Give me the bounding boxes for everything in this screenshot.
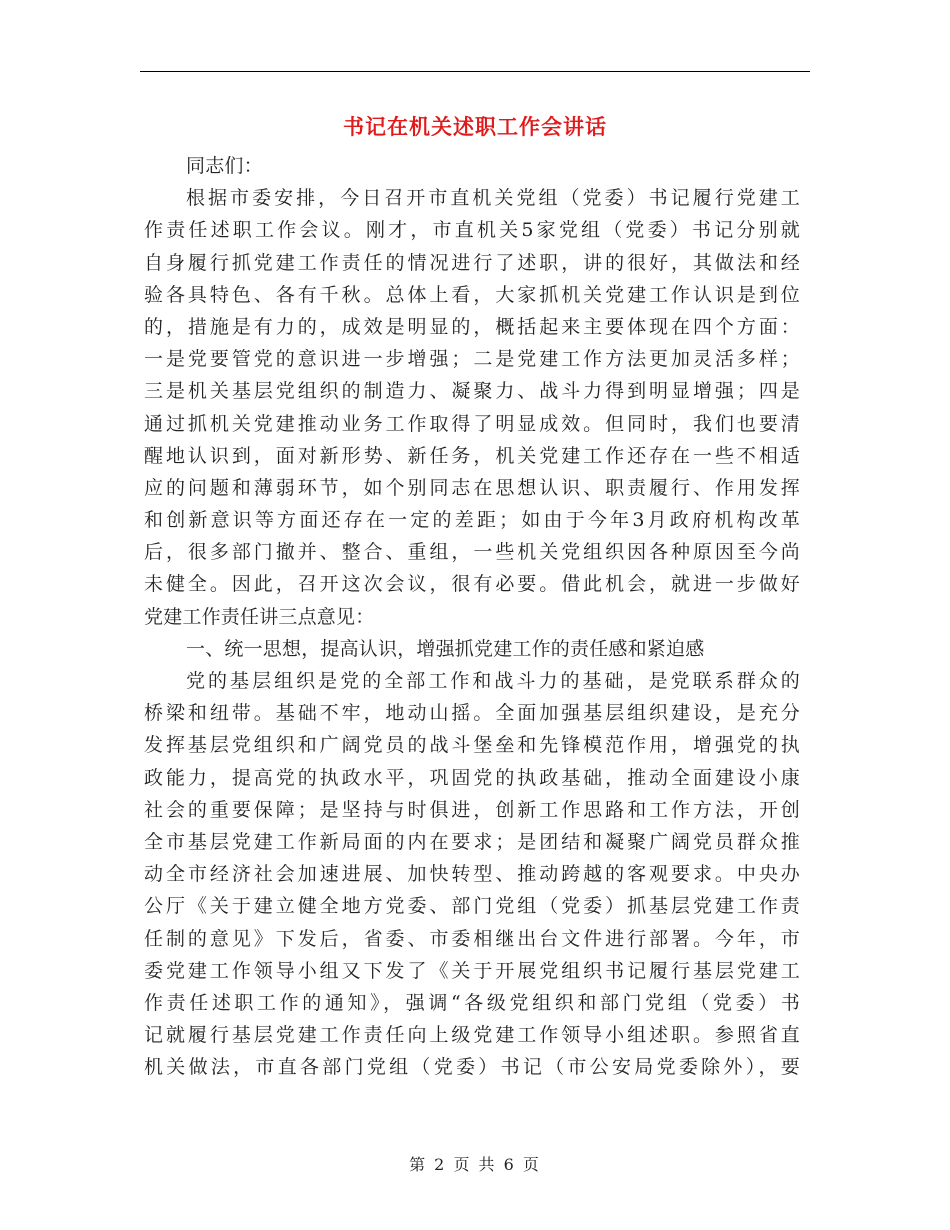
paragraph-line: 党建工作责任讲三点意见：: [144, 605, 375, 628]
paragraph-line: 作责任述职工作会议。刚才，市直机关5家党组（党委）书记分别就: [144, 219, 800, 242]
salutation: 同志们：: [186, 155, 263, 177]
paragraph-line: 三是机关基层党组织的制造力、凝聚力、战斗力得到明显增强；四是: [144, 380, 800, 403]
paragraph-line: 发挥基层党组织和广阔党员的战斗堡垒和先锋模范作用，增强党的执: [144, 734, 800, 757]
paragraph-line: 公厅《关于建立健全地方党委、部门党组（党委）抓基层党建工作责: [144, 895, 800, 918]
page-number: 第 2 页 共 6 页: [409, 1155, 541, 1174]
paragraph-line: 桥梁和纽带。基础不牢，地动山摇。全面加强基层组织建设，是充分: [144, 702, 800, 725]
paragraph-line: 和创新意识等方面还存在一定的差距；如由于今年3月政府机构改革: [144, 509, 800, 532]
paragraph-line: 未健全。因此，召开这次会议，很有必要。借此机会，就进一步做好: [144, 573, 800, 596]
document-title: 书记在机关述职工作会讲话: [343, 114, 607, 139]
paragraph-line: 一是党要管党的意识进一步增强；二是党建工作方法更加灵活多样；: [144, 348, 800, 371]
paragraph-line: 任制的意见》下发后，省委、市委相继出台文件进行部署。今年，市: [144, 927, 800, 950]
paragraph-line: 的，措施是有力的，成效是明显的，概括起来主要体现在四个方面：: [144, 315, 800, 338]
paragraph-line: 验各具特色、各有千秋。总体上看，大家抓机关党建工作认识是到位: [144, 283, 800, 306]
document-body: [144, 150, 800, 1083]
paragraph-line: 社会的重要保障；是坚持与时俱进，创新工作思路和工作方法，开创: [144, 798, 800, 821]
paragraph-line: 醒地认识到，面对新形势、新任务，机关党建工作还存在一些不相适: [144, 444, 800, 467]
paragraph-line: 根据市委安排，今日召开市直机关党组（党委）书记履行党建工: [186, 187, 800, 210]
paragraph-line: 委党建工作领导小组又下发了《关于开展党组织书记履行基层党建工: [144, 959, 800, 982]
paragraph-line: 作责任述职工作的通知》，强调“各级党组织和部门党组（党委）书: [144, 991, 800, 1014]
paragraph-line: 记就履行基层党建工作责任向上级党建工作领导小组述职。参照省直: [144, 1024, 800, 1047]
paragraph-line: 自身履行抓党建工作责任的情况进行了述职，讲的很好，其做法和经: [144, 251, 800, 274]
paragraph-line: 动全市经济社会加速进展、加快转型、推动跨越的客观要求。中央办: [144, 863, 800, 886]
paragraph-line: 全市基层党建工作新局面的内在要求；是团结和凝聚广阔党员群众推: [144, 830, 800, 853]
paragraph-line: 党的基层组织是党的全部工作和战斗力的基础，是党联系群众的: [186, 670, 800, 692]
section-heading: 一、统一思想，提高认识，增强抓党建工作的责任感和紧迫感: [186, 637, 705, 660]
header-rule: [140, 71, 810, 72]
paragraph-line: 政能力，提高党的执政水平，巩固党的执政基础，推动全面建设小康: [144, 766, 800, 789]
paragraph-line: 机关做法，市直各部门党组（党委）书记（市公安局党委除外），要: [144, 1056, 800, 1079]
paragraph-line: 通过抓机关党建推动业务工作取得了明显成效。但同时，我们也要清: [144, 412, 800, 435]
paragraph-line: 后，很多部门撤并、整合、重组，一些机关党组织因各种原因至今尚: [144, 541, 800, 564]
paragraph-line: 应的问题和薄弱环节，如个别同志在思想认识、职责履行、作用发挥: [144, 476, 800, 499]
